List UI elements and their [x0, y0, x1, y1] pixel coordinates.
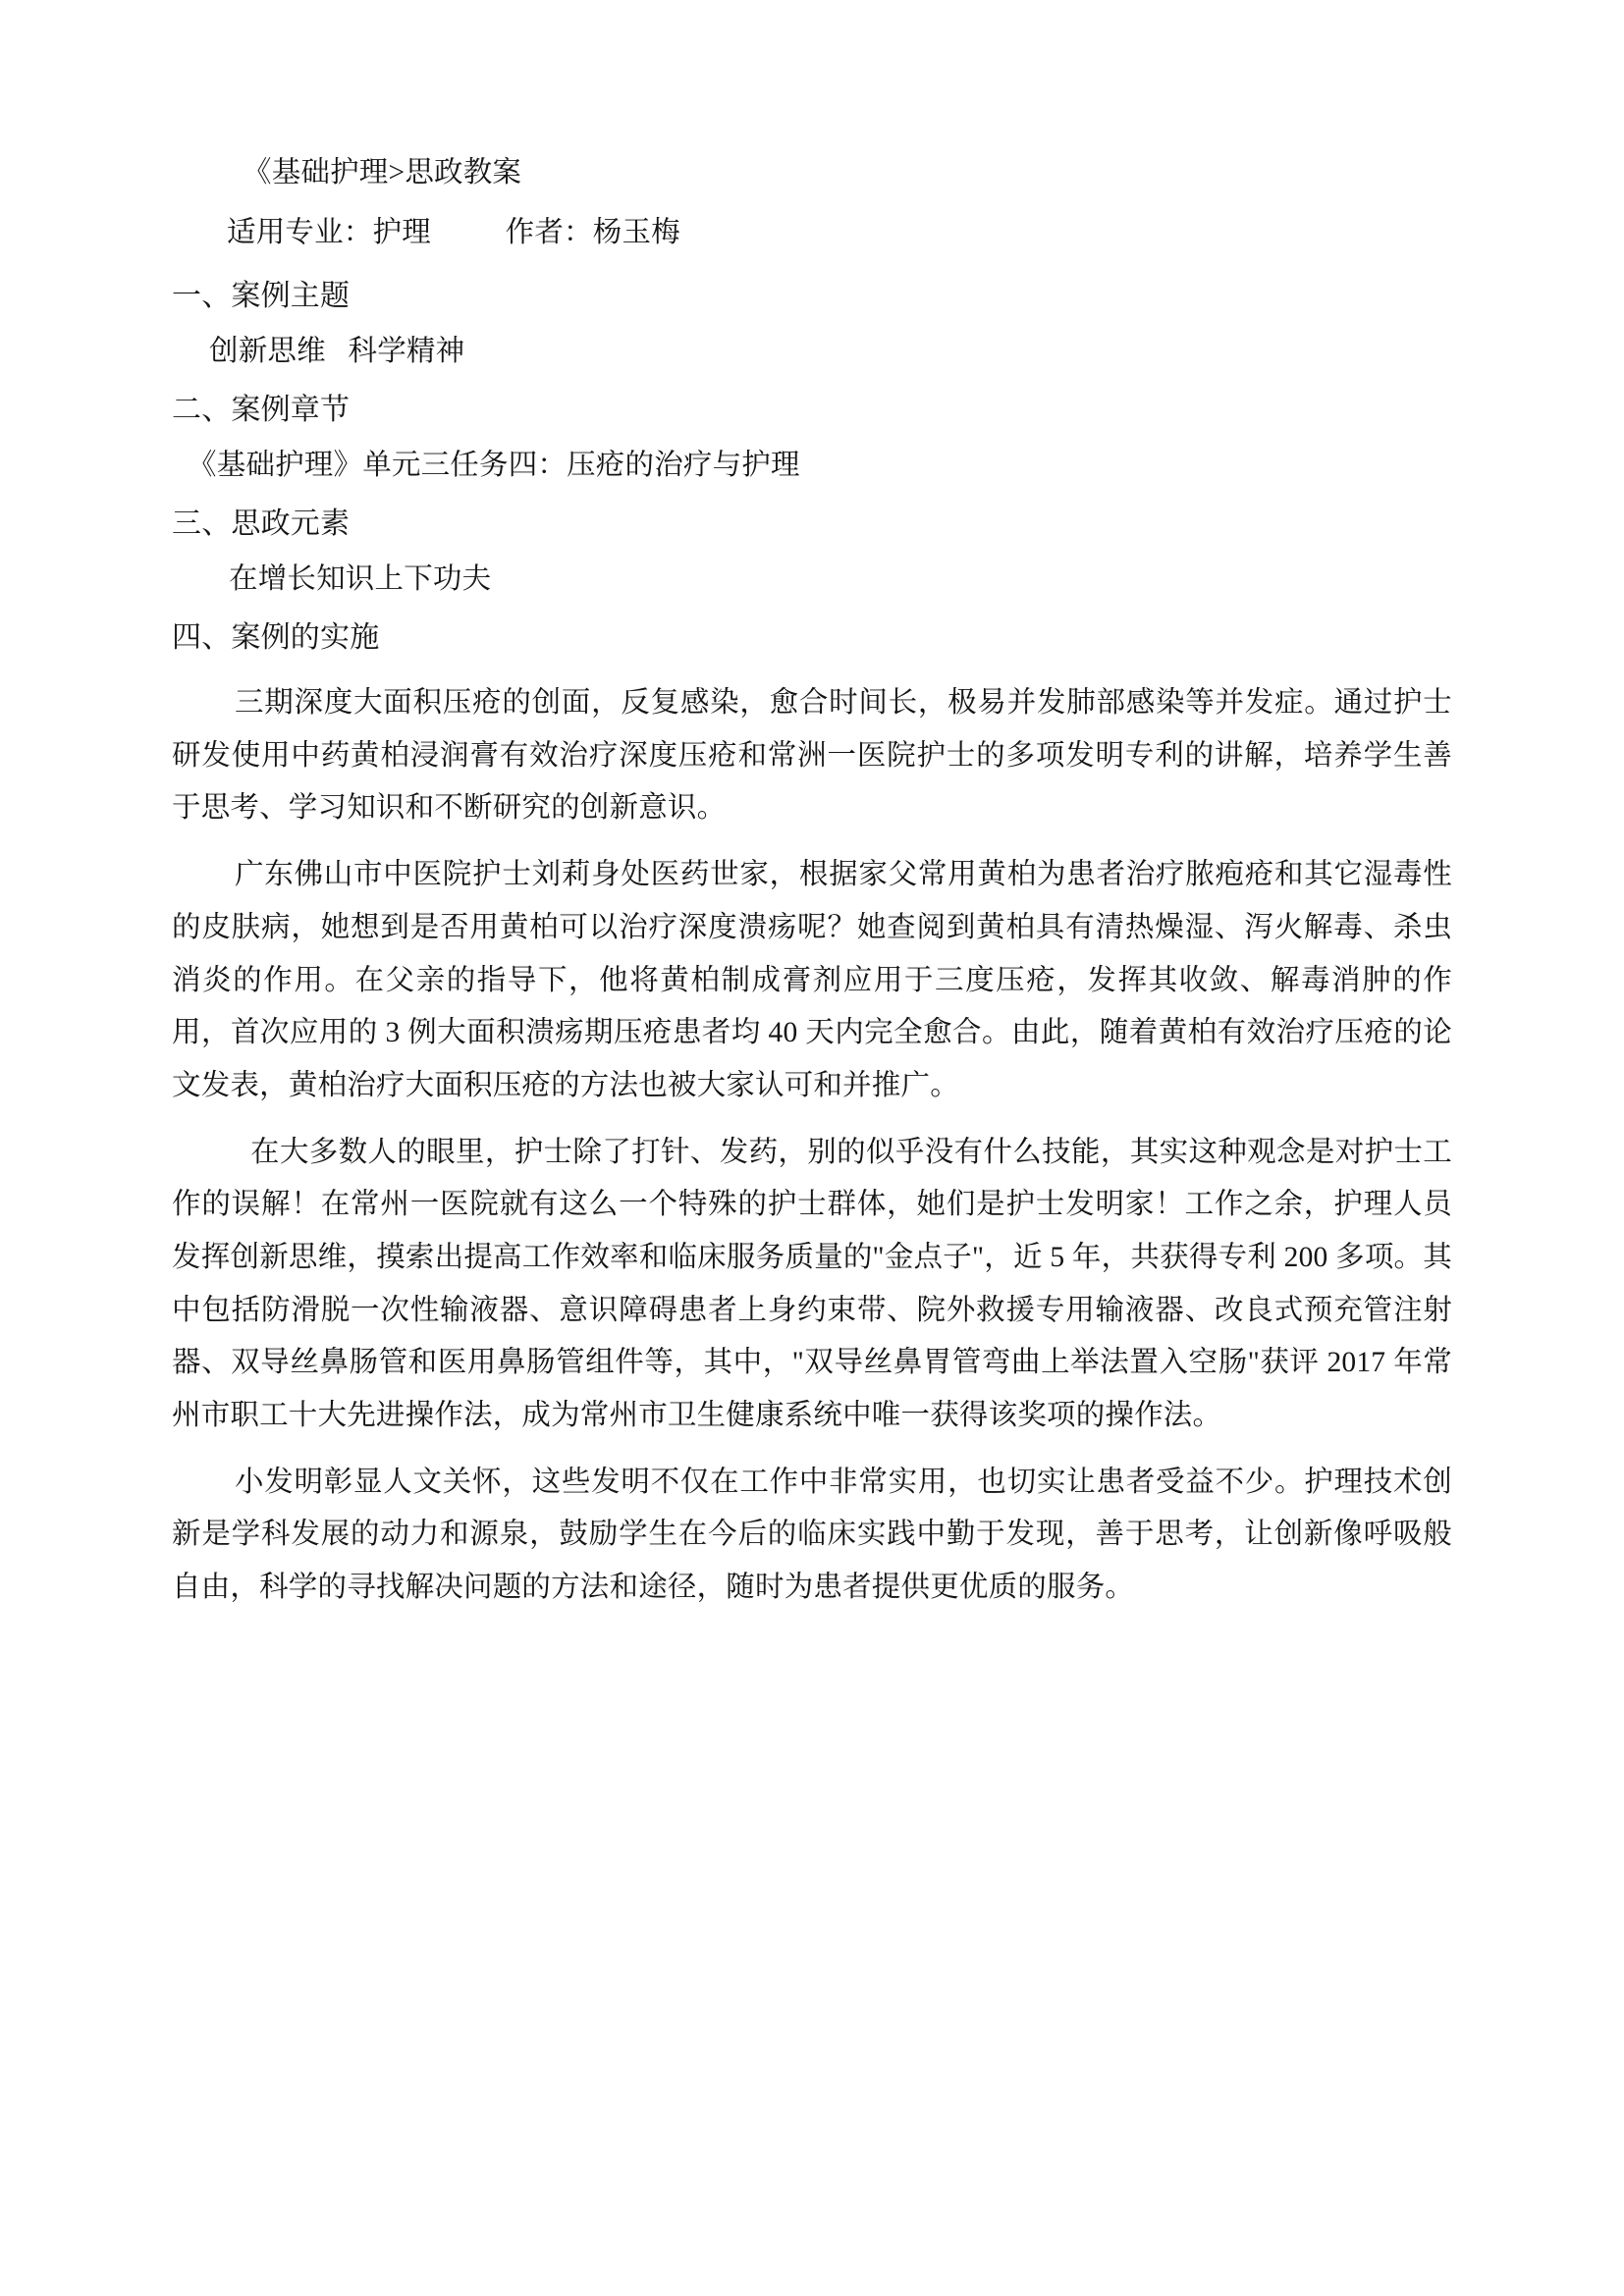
section-content-2: 《基础护理》单元三任务四：压疮的治疗与护理	[188, 450, 800, 482]
section-content-3: 在增长知识上下功夫	[229, 563, 492, 596]
body-paragraph-1: 三期深度大面积压疮的创面，反复感染，愈合时间长，极易并发肺部感染等并发症。通过护士研发使用中药黄柏浸润膏有效治疗深度压疮和常洲一医院护士的多项发明专利的讲解，培养学生善于思考、学习知识和不断研究的创新意识。	[172, 687, 1452, 825]
body-paragraph-2: 广东佛山市中医院护士刘莉身处医药世家，根据家父常用黄柏为患者治疗脓疱疮和其它湿毒性的皮肤病，她想到是否用黄柏可以治疗深度溃疡呢？她查阅到黄柏具有清热燥湿、泻火解毒、杀虫消炎的作用。在父亲的指导下，他将黄柏制成膏剂应用于三度压疮，发挥其收敛、解毒消肿的作用，首次应用的 3 例大面积溃疡期压疮患者均 40 天内完全愈合。由此，随着黄柏有效治疗压疮的论文发表，黄柏治疗大面积压疮的方法也被大家认可和并推广。	[172, 859, 1452, 1101]
document-title: 《基础护理>思政教案	[243, 157, 522, 188]
body-paragraph-4: 小发明彰显人文关怀，这些发明不仅在工作中非常实用，也切实让患者受益不少。护理技术创新是学科发展的动力和源泉，鼓励学生在今后的临床实践中勤于发现，善于思考，让创新像呼吸般自由，科学的寻找解决问题的方法和途径，随时为患者提供更优质的服务。	[172, 1466, 1452, 1604]
body-paragraph-3: 在大多数人的眼里，护士除了打针、发药，别的似乎没有什么技能，其实这种观念是对护士工作的误解！在常州一医院就有这么一个特殊的护士群体，她们是护士发明家！工作之余，护理人员发挥创新思维，摸索出提高工作效率和临床服务质量的"金点子"，近 5 年，共获得专利 200 多项。其中包括防滑脱一次性输液器、意识障碍患者上身约束带、院外救援专用输液器、改良式预充管注射器、双导丝鼻肠管和医用鼻肠管组件等，其中，"双导丝鼻胃管弯曲上举法置入空肠"获评 2017 年常州市职工十大先进操作法，成为常州市卫生健康系统中唯一获得该奖项的操作法。	[172, 1136, 1452, 1431]
section-heading-4: 四、案例的实施	[172, 620, 380, 654]
section-heading-3: 三、思政元素	[172, 507, 351, 540]
document-meta: 适用专业：护理 作者：杨玉梅	[227, 216, 680, 248]
section-heading-2: 二、案例章节	[172, 393, 351, 426]
section-heading-1: 一、案例主题	[172, 280, 351, 312]
document-body	[172, 147, 1452, 1615]
section-content-1: 创新思维 科学精神	[209, 336, 465, 368]
